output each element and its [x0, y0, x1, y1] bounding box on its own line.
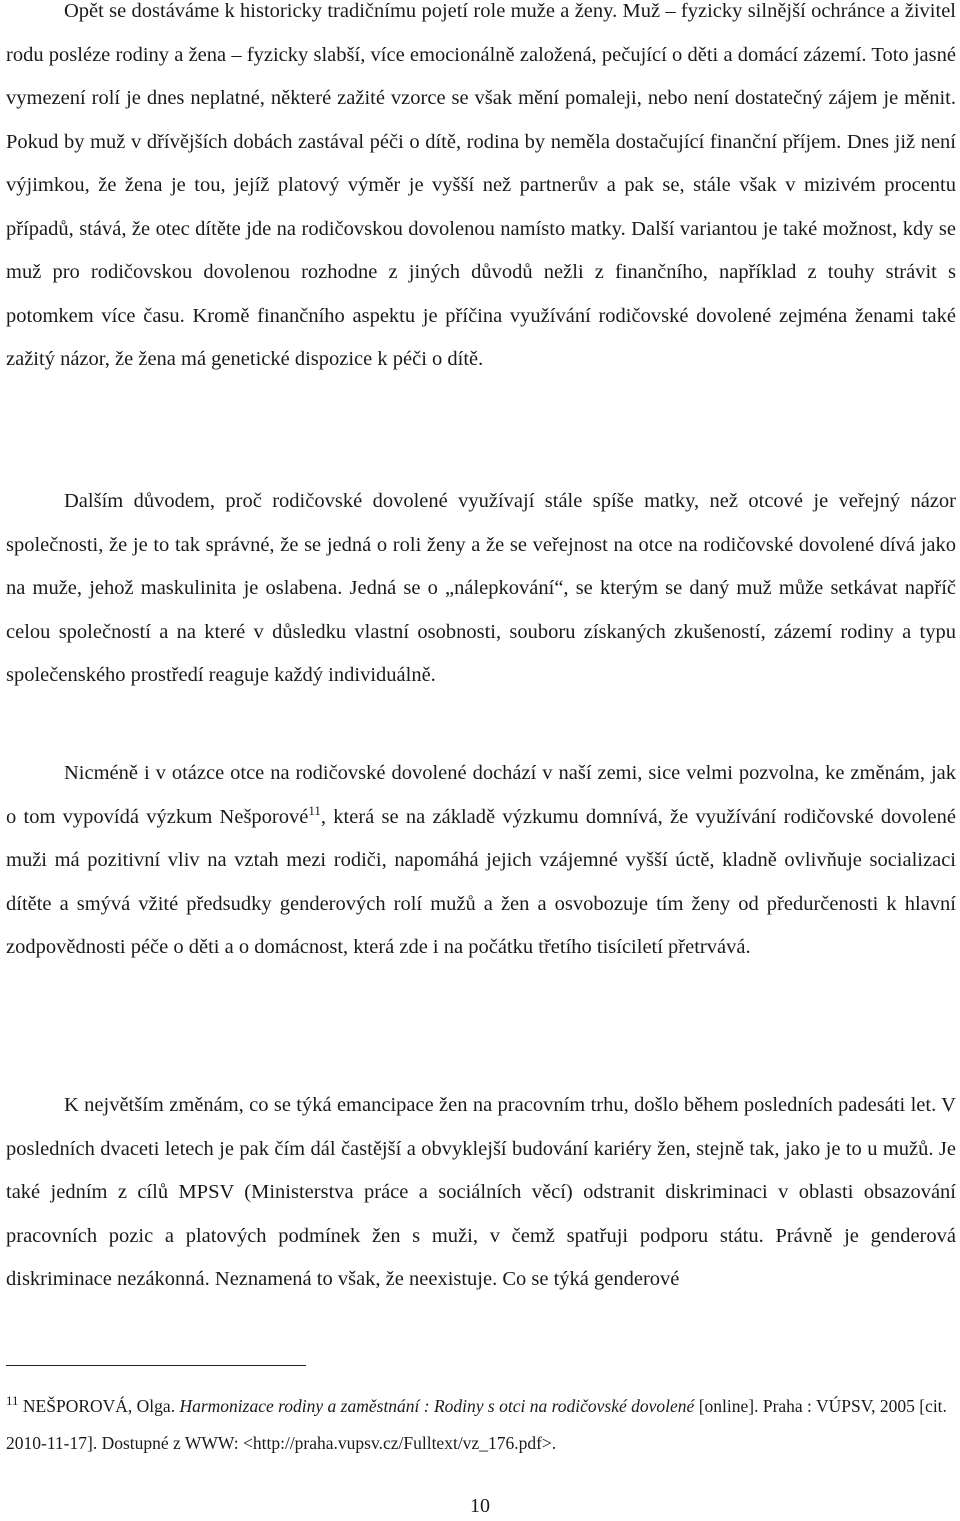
page-number: 10: [470, 1495, 490, 1517]
paragraph-traditional-roles: Opět se dostáváme k historicky tradičnímu pojetí role muže a ženy. Muž – fyzicky silnější ochránce a živitel rodu posléze rodiny a žena – fyzicky slabší, více emocionálně založená, pečující o děti a domácí zázemí. Toto jasné vymezení rolí je dnes neplatné, některé zažité vzorce se však mění pomaleji, nebo není dostatečný zájem je měnit. Pokud by muž v dřívějších dobách zastával péči o dítě, rodina by neměla dostačující finanční příjem. Dnes již není výjimkou, že žena je tou, jejíž platový výměr je vyšší než partnerův a pak se, stále však v mizivém procentu případů, stává, že otec dítěte jde na rodičovskou dovolenou namísto matky. Další variantou je také možnost, kdy se muž pro rodičovskou dovolenou rozhodne z jiných důvodů nežli z finančního, například z touhy strávit s potomkem více času. Kromě finančního aspektu je příčina využívání rodičovské dovolené zejména ženami také zažitý názor, že žena má genetické dispozice k péči o dítě.: [6, 0, 956, 370]
paragraph-text: , která se na základě výzkumu domnívá, že využívání rodičovské dovolené muži má pozitivní vliv na vztah mezi rodiči, napomáhá jejich vzájemné vyšší úctě, kladně ovlivňuje socializaci dítěte a smývá vžité předsudky genderových rolí mužů a žen a osvobozuje tím ženy od předurčenosti k hlavní zodpovědnosti péče o děti a o domácnost, která zde i na počátku třetího tisíciletí přetrvává.: [6, 805, 956, 958]
footnote-author: NEŠPOROVÁ, Olga.: [22, 1396, 176, 1416]
footnote-separator: [6, 1365, 306, 1366]
footnote-number: 11: [6, 1393, 19, 1409]
paragraph-nesporova-research: [6, 752, 956, 970]
footnote-reference: 11: [308, 802, 321, 818]
paragraph-emancipation: K největším změnám, co se týká emancipace žen na pracovním trhu, došlo během posledních padesáti let. V posledních dvaceti letech je pak čím dál častější a obvyklejší budování kariéry žen, stejně tak, jako je to u mužů. Je také jedním z cílů MPSV (Ministerstva práce a sociálních věcí) odstranit diskriminaci v oblasti obsazování pracovních pozic a platových podmínek žen s muži, v čemž spatřuji podporu státu. Právně je genderová diskriminace nezákonná. Neznamená to však, že neexistuje. Co se týká genderové: [6, 1094, 956, 1290]
paragraph-public-opinion: Dalším důvodem, proč rodičovské dovolené využívají stále spíše matky, než otcové je veřejný názor společnosti, že je to tak správné, že se jedná o roli ženy a že se veřejnost na otce na rodičovské dovolené dívá jako na muže, jehož maskulinita je oslabena. Jedná se o „nálepkování“, se kterým se daný muž může setkávat napříč celou společností a na které v důsledku vlastní osobnosti, souboru získaných zkušeností, zázemí rodiny a typu společenského prostředí reaguje každý individuálně.: [6, 490, 956, 686]
paragraph-text: Nicméně i v otázce otce na rodičovské dovolené dochází v naší zemi, sice velmi pozvolna, ke změnám, jak o tom vypovídá výzkum Nešporové: [6, 762, 956, 828]
footnote-citation: [online]. Praha : VÚPSV, 2005 [cit. 2010-11-17]. Dostupné z WWW: <http://praha.vupsv.cz/Fulltext/vz_176.pdf>.: [6, 1396, 947, 1453]
footnote: [6, 1388, 956, 1462]
footnote-title: Harmonizace rodiny a zaměstnání : Rodiny s otci na rodičovské dovolené: [179, 1396, 695, 1416]
